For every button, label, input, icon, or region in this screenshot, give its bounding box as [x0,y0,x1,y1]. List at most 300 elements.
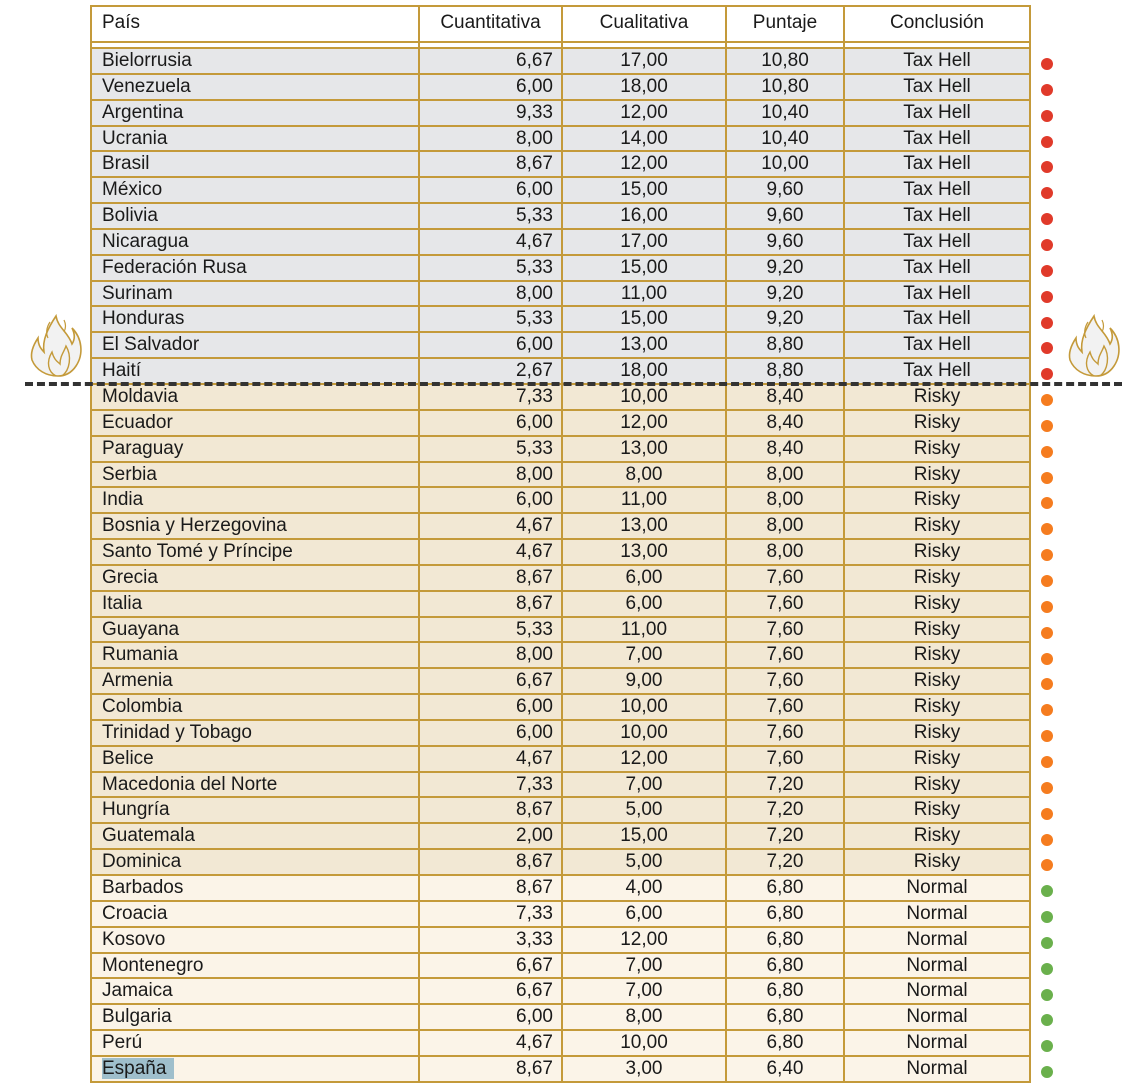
cell-country [92,902,420,926]
cell-conclusion: Risky [913,385,961,407]
cell-cualitativa: 5,00 [563,798,727,822]
table-row [92,204,1029,230]
country-name: Grecia [102,566,158,588]
cell-puntaje: 7,60 [727,643,845,667]
cell-puntaje: 7,20 [727,773,845,797]
gap-cell [727,43,845,47]
country-name: Santo Tomé y Príncipe [102,541,293,563]
cell-puntaje: 7,60 [727,618,845,642]
cell-conclusion: Normal [906,877,968,898]
cell-puntaje: 10,40 [727,127,845,151]
header-cuantitativa: Cuantitativa [420,7,563,41]
cell-puntaje: 8,00 [727,488,845,512]
country-name: Venezuela [102,75,191,97]
cell-country [92,928,420,952]
cell-cuantitativa: 6,67 [420,669,563,693]
cell-cualitativa: 10,00 [563,695,727,719]
cell-country [92,359,420,383]
cell-conclusion: Normal [906,1032,968,1054]
cell-cuantitativa: 2,67 [420,359,563,383]
header-puntaje: Puntaje [727,7,845,41]
cell-conclusion: Tax Hell [903,205,971,227]
table-header [92,7,1029,43]
cell-puntaje: 9,20 [727,282,845,306]
cell-conclusion: Risky [913,773,961,795]
cell-cualitativa: 7,00 [563,979,727,1003]
cell-country [92,230,420,254]
cell-puntaje: 7,20 [727,824,845,848]
status-dot-risky [1041,601,1053,613]
country-name: Dominica [102,851,182,873]
table-row [92,902,1029,928]
table-body [92,49,1029,1083]
table-row [92,747,1029,773]
cell-country [92,876,420,900]
cell-cualitativa: 12,00 [563,152,727,176]
country-name: Bulgaria [102,1006,172,1028]
table-row [92,850,1029,876]
cell-conclusion: Normal [906,980,968,1002]
cell-cuantitativa: 6,00 [420,333,563,357]
cell-cuantitativa: 5,33 [420,204,563,228]
cell-puntaje: 8,80 [727,333,845,357]
cell-conclusion: Tax Hell [903,256,971,278]
cell-puntaje: 7,60 [727,592,845,616]
cell-cualitativa: 15,00 [563,178,727,202]
table-row [92,876,1029,902]
status-dot-risky [1041,446,1053,458]
cell-conclusion: Tax Hell [903,360,971,382]
table-row [92,75,1029,101]
cell-puntaje: 10,80 [727,49,845,73]
cell-country [92,127,420,151]
country-name: Barbados [102,877,184,898]
cell-conclusion: Tax Hell [903,308,971,330]
cell-country [92,49,420,73]
cell-country [92,773,420,797]
cell-cualitativa: 7,00 [563,954,727,978]
cell-conclusion: Normal [906,1057,968,1079]
cell-cuantitativa: 6,67 [420,954,563,978]
status-dot-risky [1041,782,1053,794]
cell-conclusion: Risky [913,437,961,459]
country-name: México [102,179,163,201]
table-row [92,954,1029,980]
cell-cualitativa: 12,00 [563,101,727,125]
table-row [92,282,1029,308]
table-row [92,721,1029,747]
table-row [92,824,1029,850]
cell-conclusion: Tax Hell [903,153,971,175]
status-dot-risky [1041,627,1053,639]
status-dot-normal [1041,1066,1053,1078]
table-row [92,979,1029,1005]
table-row [92,256,1029,282]
cell-cuantitativa: 8,00 [420,643,563,667]
cell-country [92,1031,420,1055]
cell-cualitativa: 17,00 [563,230,727,254]
cell-puntaje: 7,60 [727,669,845,693]
cell-cuantitativa: 5,33 [420,618,563,642]
status-dot-hell [1041,239,1053,251]
cell-conclusion: Normal [906,1006,968,1028]
country-name: Kosovo [102,928,166,950]
cell-conclusion: Risky [913,670,961,692]
cell-conclusion: Tax Hell [903,179,971,201]
table-row [92,1057,1029,1083]
country-name: Honduras [102,308,185,330]
status-dot-risky [1041,472,1053,484]
country-name: Argentina [102,101,184,123]
cell-cuantitativa: 8,67 [420,798,563,822]
cell-puntaje: 6,80 [727,876,845,900]
cell-puntaje: 7,60 [727,721,845,745]
status-dot-hell [1041,265,1053,277]
cell-cualitativa: 11,00 [563,488,727,512]
cell-cualitativa: 10,00 [563,385,727,409]
status-dot-risky [1041,704,1053,716]
cell-cualitativa: 12,00 [563,928,727,952]
cell-cualitativa: 10,00 [563,1031,727,1055]
table-row [92,592,1029,618]
table-row [92,437,1029,463]
country-name: El Salvador [102,334,200,356]
cell-cuantitativa: 6,00 [420,695,563,719]
cell-conclusion: Tax Hell [903,101,971,123]
cell-conclusion: Risky [913,592,961,614]
cell-puntaje: 8,40 [727,411,845,435]
country-name: India [102,489,144,511]
cell-cuantitativa: 5,33 [420,307,563,331]
cell-cualitativa: 7,00 [563,643,727,667]
cell-cualitativa: 5,00 [563,850,727,874]
cell-cuantitativa: 4,67 [420,514,563,538]
cell-cualitativa: 15,00 [563,256,727,280]
cell-country [92,747,420,771]
status-dot-risky [1041,549,1053,561]
cell-cuantitativa: 8,00 [420,127,563,151]
status-dot-risky [1041,808,1053,820]
status-dot-normal [1041,989,1053,1001]
cell-cualitativa: 12,00 [563,747,727,771]
cell-cuantitativa: 6,00 [420,721,563,745]
status-dot-risky [1041,678,1053,690]
table-row [92,333,1029,359]
status-dot-risky [1041,756,1053,768]
cell-cuantitativa: 6,00 [420,411,563,435]
country-name: Croacia [102,902,168,924]
table-row [92,463,1029,489]
cell-puntaje: 9,20 [727,256,845,280]
table-row [92,514,1029,540]
cell-puntaje: 7,60 [727,747,845,771]
cell-cuantitativa: 8,67 [420,592,563,616]
country-name: Bosnia y Herzegovina [102,515,287,537]
cell-conclusion: Risky [913,515,961,537]
country-name: Ecuador [102,411,173,433]
cell-country [92,954,420,978]
cell-country [92,333,420,357]
status-dot-hell [1041,136,1053,148]
gap-cell [563,43,727,47]
cell-cuantitativa: 5,33 [420,437,563,461]
country-name: Guatemala [102,825,195,847]
country-name: Federación Rusa [102,256,247,278]
cell-country [92,488,420,512]
cell-puntaje: 8,80 [727,359,845,383]
cell-cuantitativa: 6,00 [420,1005,563,1029]
country-name: Bolivia [102,205,158,227]
cell-conclusion: Risky [913,747,961,769]
status-dot-risky [1041,497,1053,509]
table-row [92,566,1029,592]
cell-conclusion: Risky [913,411,961,433]
country-name: Paraguay [102,437,184,459]
cell-cualitativa: 6,00 [563,566,727,590]
cell-cuantitativa: 6,00 [420,488,563,512]
status-dot-hell [1041,291,1053,303]
cell-country [92,592,420,616]
cell-puntaje: 6,80 [727,902,845,926]
cell-puntaje: 7,60 [727,695,845,719]
cell-cualitativa: 6,00 [563,592,727,616]
cell-cualitativa: 18,00 [563,75,727,99]
table-row [92,798,1029,824]
cell-puntaje: 8,00 [727,540,845,564]
country-name: Armenia [102,670,173,692]
cell-puntaje: 9,60 [727,204,845,228]
cell-country [92,1057,420,1081]
cell-country [92,307,420,331]
cell-cuantitativa: 4,67 [420,747,563,771]
cell-cuantitativa: 8,00 [420,282,563,306]
cell-conclusion: Tax Hell [903,75,971,97]
cell-puntaje: 8,40 [727,437,845,461]
cell-puntaje: 9,60 [727,230,845,254]
cell-puntaje: 6,80 [727,979,845,1003]
status-dot-risky [1041,834,1053,846]
cell-conclusion: Tax Hell [903,230,971,252]
cell-cuantitativa: 6,00 [420,178,563,202]
cell-puntaje: 8,00 [727,463,845,487]
cell-cualitativa: 18,00 [563,359,727,383]
cell-puntaje: 7,20 [727,850,845,874]
cell-country [92,824,420,848]
country-name: Guayana [102,618,180,640]
cell-cualitativa: 6,00 [563,902,727,926]
gap-cell [92,43,420,47]
status-dot-risky [1041,730,1053,742]
country-name: Nicaragua [102,230,189,252]
cell-conclusion: Risky [913,696,961,718]
table-row [92,695,1029,721]
country-name: Serbia [102,463,157,485]
country-name: Trinidad y Tobago [102,721,252,743]
cell-country [92,514,420,538]
status-dot-risky [1041,420,1053,432]
status-dot-hell [1041,84,1053,96]
cell-country [92,75,420,99]
cell-cuantitativa: 6,67 [420,49,563,73]
cell-puntaje: 8,40 [727,385,845,409]
status-dot-hell [1041,342,1053,354]
cell-puntaje: 7,60 [727,566,845,590]
cell-cualitativa: 11,00 [563,282,727,306]
cell-cuantitativa: 7,33 [420,385,563,409]
cell-cuantitativa: 6,67 [420,979,563,1003]
tax-ranking-table [90,5,1031,1083]
cell-conclusion: Normal [906,954,968,976]
table-row [92,307,1029,333]
cell-conclusion: Normal [906,928,968,950]
cell-puntaje: 9,60 [727,178,845,202]
cell-conclusion: Risky [913,799,961,821]
table-row [92,127,1029,153]
cell-puntaje: 6,80 [727,1031,845,1055]
cell-conclusion: Risky [913,463,961,485]
cell-puntaje: 9,20 [727,307,845,331]
cell-conclusion: Tax Hell [903,50,971,71]
cell-country [92,385,420,409]
cell-cuantitativa: 8,67 [420,152,563,176]
country-name: Surinam [102,282,173,304]
status-dot-normal [1041,1040,1053,1052]
cell-country [92,282,420,306]
table-row [92,411,1029,437]
cell-country [92,152,420,176]
cell-cuantitativa: 7,33 [420,902,563,926]
cell-cualitativa: 4,00 [563,876,727,900]
tax-hell-divider-line [25,382,1122,386]
status-dot-normal [1041,937,1053,949]
country-name: Colombia [102,696,183,718]
cell-puntaje: 10,80 [727,75,845,99]
cell-puntaje: 10,40 [727,101,845,125]
cell-cualitativa: 3,00 [563,1057,727,1081]
cell-country [92,850,420,874]
country-name: Brasil [102,153,150,175]
cell-country [92,101,420,125]
cell-cualitativa: 9,00 [563,669,727,693]
cell-cuantitativa: 3,33 [420,928,563,952]
cell-cualitativa: 7,00 [563,773,727,797]
flame-icon [28,312,84,378]
cell-conclusion: Risky [913,851,961,873]
status-dot-hell [1041,368,1053,380]
cell-country [92,256,420,280]
cell-country [92,1005,420,1029]
status-dot-normal [1041,1014,1053,1026]
table-row [92,1005,1029,1031]
status-dot-hell [1041,110,1053,122]
cell-puntaje: 6,40 [727,1057,845,1081]
cell-conclusion: Risky [913,489,961,511]
cell-cuantitativa: 4,67 [420,540,563,564]
cell-cuantitativa: 8,67 [420,566,563,590]
cell-puntaje: 6,80 [727,1005,845,1029]
cell-cuantitativa: 8,00 [420,463,563,487]
cell-cualitativa: 13,00 [563,437,727,461]
cell-country [92,669,420,693]
country-name: Belice [102,747,154,769]
cell-cualitativa: 10,00 [563,721,727,745]
cell-cuantitativa: 8,67 [420,850,563,874]
status-dot-hell [1041,161,1053,173]
cell-country [92,437,420,461]
country-name: Haití [102,360,142,382]
cell-cuantitativa: 4,67 [420,230,563,254]
country-name: Moldavia [102,385,179,407]
flame-icon [1066,312,1122,378]
status-dot-hell [1041,187,1053,199]
table-row [92,1031,1029,1057]
header-conclusion: Conclusión [890,12,984,33]
table-row [92,540,1029,566]
cell-conclusion: Risky [913,541,961,563]
status-dot-hell [1041,58,1053,70]
cell-cuantitativa: 8,67 [420,1057,563,1081]
country-name: Hungría [102,799,170,821]
cell-puntaje: 10,00 [727,152,845,176]
cell-country [92,411,420,435]
cell-conclusion: Risky [913,566,961,588]
cell-cuantitativa: 2,00 [420,824,563,848]
cell-conclusion: Risky [913,644,961,666]
cell-cuantitativa: 4,67 [420,1031,563,1055]
country-name: Perú [102,1032,143,1054]
table-row [92,230,1029,256]
cell-conclusion: Risky [913,825,961,847]
cell-cuantitativa: 7,33 [420,773,563,797]
cell-cuantitativa: 8,67 [420,876,563,900]
cell-cualitativa: 8,00 [563,1005,727,1029]
cell-conclusion: Normal [906,902,968,924]
country-name: Ucrania [102,127,168,149]
cell-cualitativa: 11,00 [563,618,727,642]
cell-country [92,204,420,228]
table-row [92,643,1029,669]
cell-cualitativa: 12,00 [563,411,727,435]
country-name: Jamaica [102,980,173,1002]
cell-country [92,540,420,564]
cell-cuantitativa: 6,00 [420,75,563,99]
cell-country [92,798,420,822]
table-row [92,178,1029,204]
cell-cuantitativa: 9,33 [420,101,563,125]
cell-conclusion: Tax Hell [903,334,971,356]
status-dot-risky [1041,575,1053,587]
status-dot-risky [1041,859,1053,871]
cell-cuantitativa: 5,33 [420,256,563,280]
status-dot-normal [1041,963,1053,975]
gap-cell [845,43,1029,47]
cell-puntaje: 8,00 [727,514,845,538]
cell-puntaje: 6,80 [727,928,845,952]
cell-cualitativa: 13,00 [563,540,727,564]
cell-puntaje: 7,20 [727,798,845,822]
cell-cualitativa: 15,00 [563,824,727,848]
cell-country [92,618,420,642]
cell-country [92,643,420,667]
header-pais: País [92,7,420,41]
status-dot-normal [1041,885,1053,897]
cell-country [92,695,420,719]
cell-cualitativa: 17,00 [563,49,727,73]
cell-conclusion: Tax Hell [903,127,971,149]
cell-country [92,721,420,745]
cell-conclusion: Risky [913,721,961,743]
cell-cualitativa: 16,00 [563,204,727,228]
